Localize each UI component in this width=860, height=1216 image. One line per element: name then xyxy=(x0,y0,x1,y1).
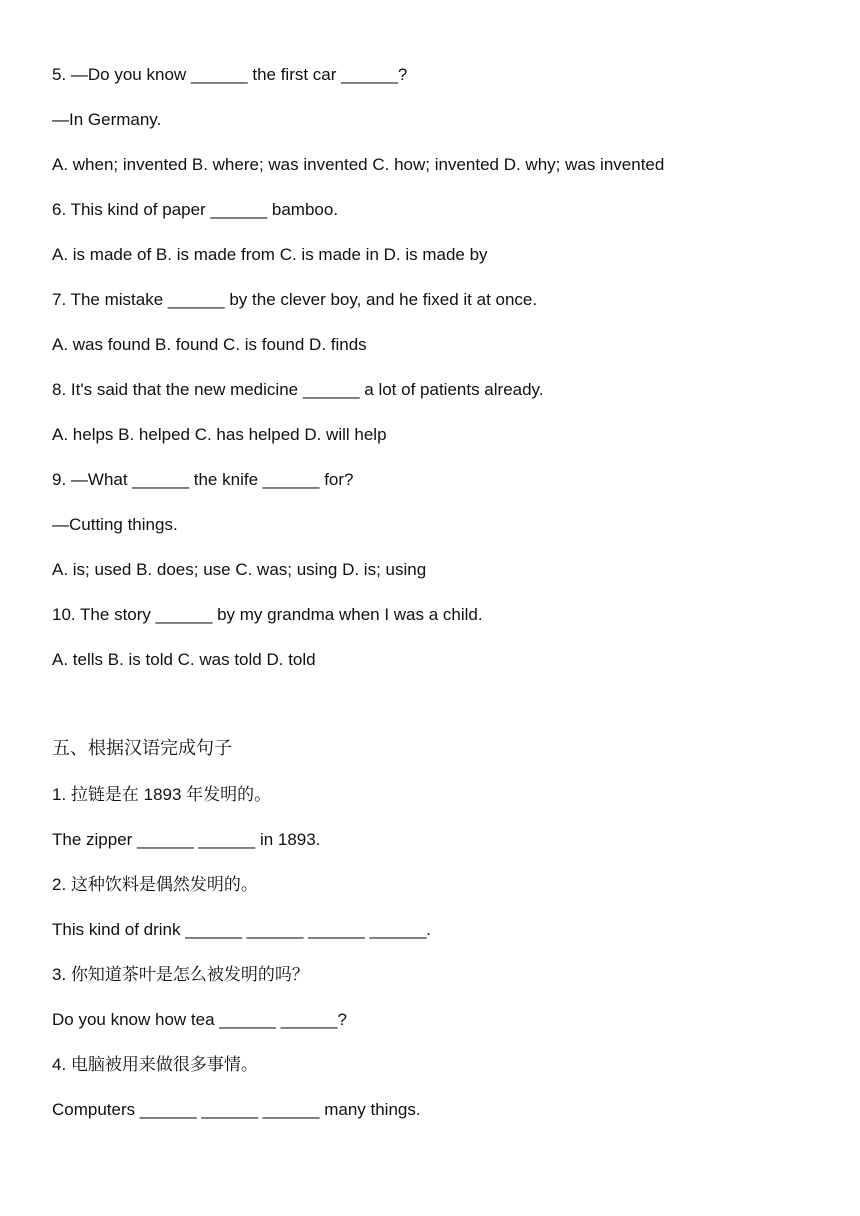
translate-prompt-2: 2. 这种饮料是偶然发明的。 xyxy=(52,875,258,894)
options-7: A. was found B. found C. is found D. finds xyxy=(52,335,367,354)
options-6: A. is made of B. is made from C. is made in D. is made by xyxy=(52,245,488,264)
question-5: 5. —Do you know ______ the first car ______? xyxy=(52,65,408,84)
question-8: 8. It's said that the new medicine ______ a lot of patients already. xyxy=(52,380,544,399)
translate-answer-2: This kind of drink ______ ______ ______ ______. xyxy=(52,920,432,939)
translate-answer-4: Computers ______ ______ ______ many things. xyxy=(52,1100,421,1119)
translate-prompt-1: 1. 拉链是在 1893 年发明的。 xyxy=(52,785,272,804)
options-10: A. tells B. is told C. was told D. told xyxy=(52,650,316,669)
options-8: A. helps B. helped C. has helped D. will help xyxy=(52,425,387,444)
translate-prompt-4: 4. 电脑被用来做很多事情。 xyxy=(52,1055,258,1074)
section-heading: 五、根据汉语完成句子 xyxy=(52,738,232,759)
translate-prompt-3: 3. 你知道茶叶是怎么被发明的吗？ xyxy=(52,965,309,984)
translate-answer-1: The zipper ______ ______ in 1893. xyxy=(52,830,321,849)
question-6: 6. This kind of paper ______ bamboo. xyxy=(52,200,339,219)
options-9: A. is; used B. does; use C. was; using D. is; using xyxy=(52,560,427,579)
translate-answer-3: Do you know how tea ______ ______? xyxy=(52,1010,347,1029)
answer-5: —In Germany. xyxy=(52,110,162,129)
question-10: 10. The story ______ by my grandma when I was a child. xyxy=(52,605,483,624)
options-5: A. when; invented B. where; was invented C. how; invented D. why; was invented xyxy=(52,155,665,174)
question-7: 7. The mistake ______ by the clever boy, and he fixed it at once. xyxy=(52,290,538,309)
answer-9: —Cutting things. xyxy=(52,515,178,534)
question-9: 9. —What ______ the knife ______ for? xyxy=(52,470,354,489)
